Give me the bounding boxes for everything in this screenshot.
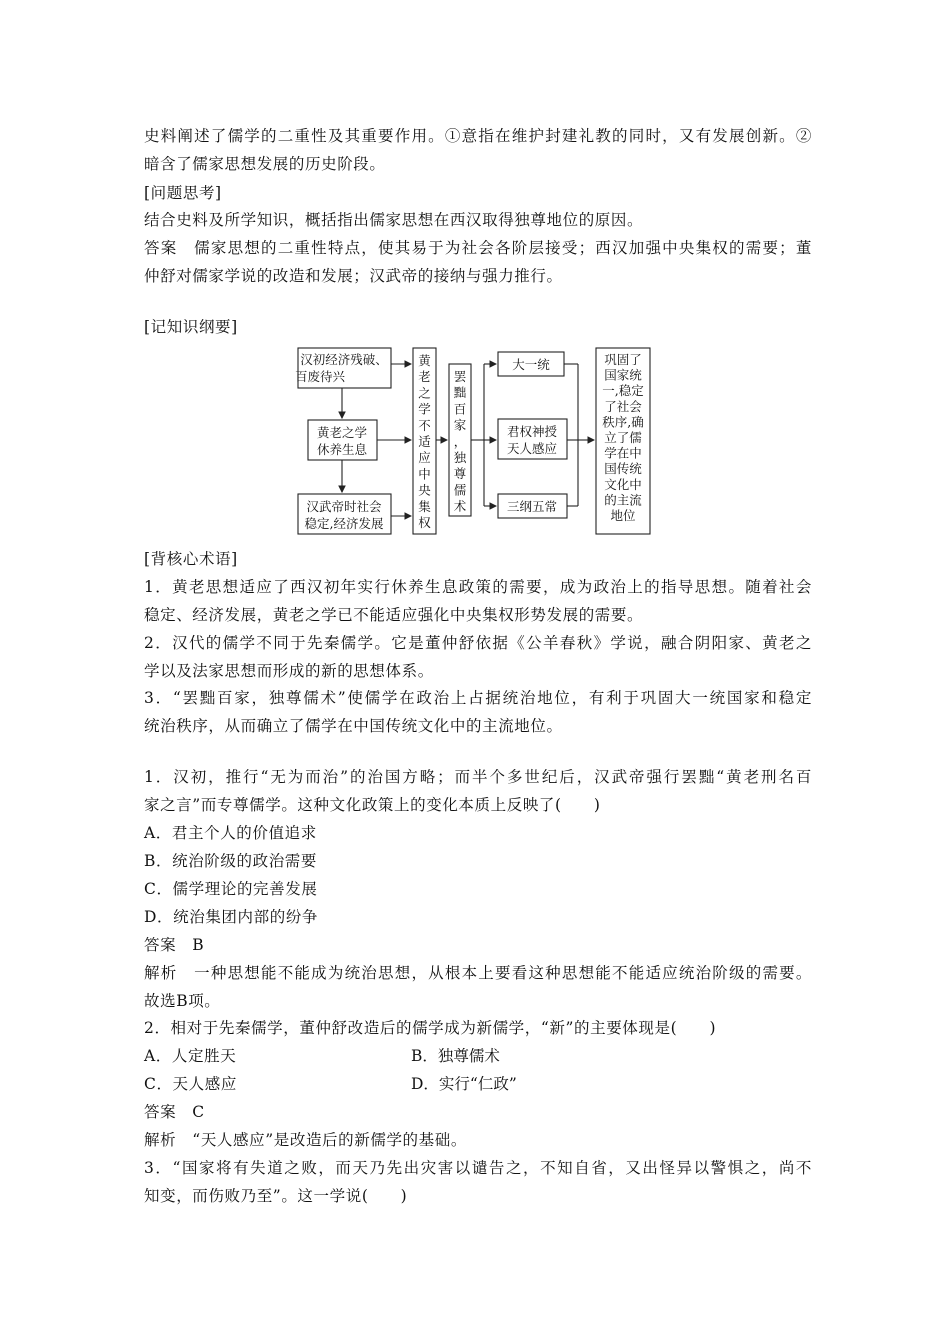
- diagram-text: 天人感应: [506, 441, 558, 456]
- diagram-char: 老: [418, 369, 431, 385]
- diagram-text: 国家统: [604, 367, 642, 383]
- diagram-char: 罢: [453, 369, 467, 384]
- q1-stem: 家之言”而专尊儒学。这种文化政策上的变化本质上反映了( ): [144, 796, 601, 814]
- diagram-char: 中: [418, 466, 431, 482]
- core-paragraph-line: 统治秩序，从而确立了儒学在中国传统文化中的主流地位。: [144, 717, 563, 735]
- q1-answer: 答案 B: [144, 936, 205, 954]
- intro-line: 暗含了儒家思想发展的历史阶段。: [144, 155, 386, 173]
- q1-option-c: C．儒学理论的完善发展: [144, 880, 318, 898]
- q2-analysis: 解析 “天人感应”是改造后的新儒学的基础。: [144, 1131, 467, 1149]
- diagram-text: 秩序,确: [602, 414, 644, 430]
- diagram-char: 集: [418, 498, 431, 514]
- diagram-text: 文化中: [604, 476, 642, 492]
- diagram-text: 了社会: [604, 398, 642, 414]
- q1-analysis: 解析 一种思想能不能成为统治思想，从根本上要看这种思想能不能适应统治阶级的需要。: [144, 964, 812, 982]
- q2-option-d: D．实行“仁政”: [411, 1075, 517, 1093]
- q2-stem: 2．相对于先秦儒学，董仲舒改造后的儒学成为新儒学，“新”的主要体现是( ): [144, 1019, 717, 1037]
- diagram-text: 巩固了: [604, 352, 642, 367]
- q1-option-d: D．统治集团内部的纷争: [144, 908, 319, 926]
- diagram-char: 尊: [453, 466, 467, 482]
- diagram-char: 黜: [453, 385, 467, 401]
- q1-stem: 1．汉初，推行“无为而治”的治国方略；而半个多世纪后，汉武帝强行罢黜“黄老刑名百: [144, 768, 812, 786]
- diagram-text: 汉武帝时社会: [306, 499, 382, 514]
- diagram-text: 一,稳定: [602, 383, 644, 399]
- core-heading: [背核心术语]: [144, 550, 238, 568]
- outline-heading: [记知识纲要]: [144, 318, 238, 336]
- diagram-text: 黄老之学: [316, 425, 368, 440]
- answer-line: 仲舒对儒家学说的改造和发展；汉武帝的接纳与强力推行。: [144, 267, 563, 285]
- diagram-char: ，: [453, 433, 467, 449]
- diagram-text: 汉初经济残破、: [300, 352, 388, 367]
- q1-option-b: B．统治阶级的政治需要: [144, 852, 317, 870]
- diagram-text: 休养生息: [316, 442, 368, 457]
- diagram-text: 学在中: [604, 445, 642, 461]
- diagram-char: 权: [418, 515, 431, 530]
- diagram-char: 家: [453, 417, 467, 433]
- question-heading: [问题思考]: [144, 184, 222, 202]
- q2-option-c: C．天人感应: [144, 1075, 237, 1093]
- diagram-text: 大一统: [512, 357, 550, 372]
- diagram-text: 三纲五常: [506, 499, 558, 514]
- answer-line: 答案 儒家思想的二重性特点，使其易于为社会各阶层接受；西汉加强中央集权的需要；董: [144, 239, 812, 257]
- diagram-text: 立了儒: [604, 430, 642, 445]
- diagram-char: 适: [418, 434, 431, 449]
- knowledge-outline-diagram: [0, 0, 950, 560]
- core-paragraph-line: 稳定、经济发展，黄老之学已不能适应强化中央集权形势发展的需要。: [144, 606, 644, 624]
- diagram-text: 的主流: [604, 492, 642, 508]
- core-paragraph-line: 1．黄老思想适应了西汉初年实行休养生息政策的需要，成为政治上的指导思想。随着社会: [144, 578, 812, 596]
- diagram-text: 地位: [610, 508, 636, 523]
- diagram-text: 稳定,经济发展: [304, 516, 384, 531]
- diagram-char: 央: [418, 482, 431, 498]
- diagram-char: 应: [418, 450, 431, 466]
- core-paragraph-line: 学以及法家思想而形成的新的思想体系。: [144, 662, 434, 680]
- diagram-text: 百废待兴: [294, 369, 346, 384]
- q3-stem: 3．“国家将有失道之败，而天乃先出灾害以谴告之，不知自省，又出怪异以警惧之，尚不: [144, 1159, 812, 1177]
- question-prompt: 结合史料及所学知识，概括指出儒家思想在西汉取得独尊地位的原因。: [144, 211, 644, 229]
- q3-stem: 知变，而伤败乃至”。这一学说( ): [144, 1187, 408, 1205]
- diagram-char: 之: [418, 385, 431, 401]
- diagram-text: 国传统: [604, 461, 642, 477]
- diagram-char: 黄: [418, 353, 431, 368]
- diagram-char: 学: [418, 401, 431, 417]
- q2-answer: 答案 C: [144, 1103, 205, 1121]
- diagram-char: 儒: [453, 482, 467, 498]
- core-paragraph-line: 3．“罢黜百家，独尊儒术”使儒学在政治上占据统治地位，有利于巩固大一统国家和稳定: [144, 689, 812, 707]
- diagram-char: 百: [453, 401, 467, 417]
- intro-line: 史料阐述了儒学的二重性及其重要作用。①意指在维护封建礼教的同时，又有发展创新。②: [144, 127, 812, 145]
- q1-analysis: 故选B项。: [144, 992, 221, 1010]
- diagram-text: 君权神授: [506, 424, 558, 439]
- q1-option-a: A．君主个人的价值追求: [144, 824, 317, 842]
- diagram-char: 术: [453, 498, 467, 514]
- q2-option-a: A．人定胜天: [144, 1047, 237, 1065]
- diagram-char: 不: [418, 417, 431, 433]
- core-paragraph-line: 2．汉代的儒学不同于先秦儒学。它是董仲舒依据《公羊春秋》学说，融合阴阳家、黄老之: [144, 634, 812, 652]
- diagram-char: 独: [453, 450, 467, 465]
- q2-option-b: B．独尊儒术: [411, 1047, 500, 1065]
